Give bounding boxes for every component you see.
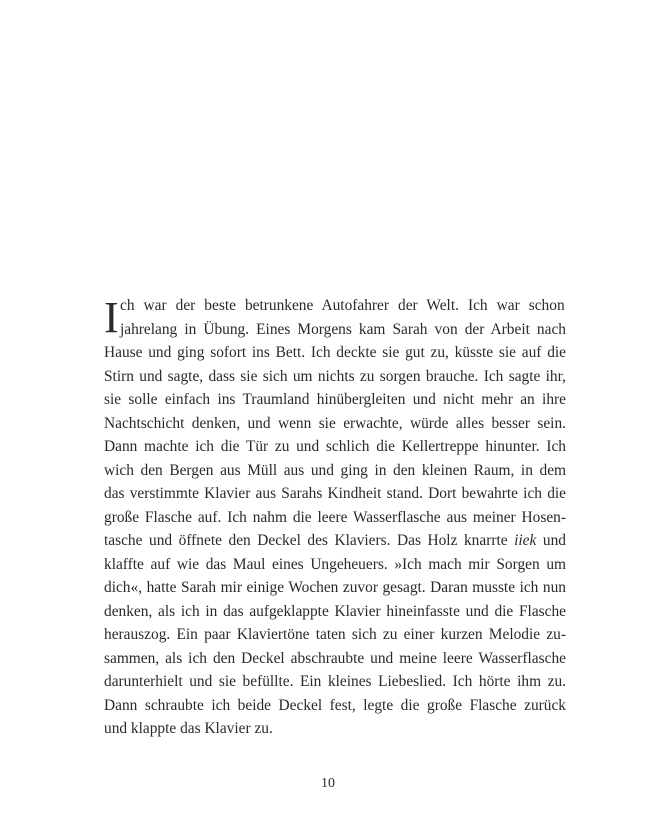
text-line-10: große Flasche auf. Ich nahm die leere Wasserflasche aus meiner Hosen- bbox=[104, 508, 566, 526]
drop-cap: I bbox=[104, 293, 119, 342]
text-line-18: Dann schraubte ich beide Deckel fest, legte die große Flasche zurück bbox=[104, 696, 566, 714]
text-line-16: sammen, als ich den Deckel abschraubte und meine leere Wasserflasche bbox=[104, 649, 566, 667]
text-line-11-content: tasche und öffnete den Deckel des Klaviers. Das Holz knarrte bbox=[104, 532, 508, 549]
onomatopoeia-iiek: iiek bbox=[514, 532, 537, 549]
text-line-11 bbox=[104, 529, 566, 553]
text-line-9: das verstimmte Klavier aus Sarahs Kindheit stand. Dort bewahrte ich die bbox=[104, 485, 566, 502]
text-line-14: denken, als ich in das aufgeklappte Klavier hineinfasste und die Flasche bbox=[104, 602, 566, 620]
text-line-3: Hause und ging sofort ins Bett. Ich deckte sie gut zu, küsste sie auf die bbox=[104, 344, 566, 361]
text-line-13: dich«, hatte Sarah mir einige Wochen zuvor gesagt. Daran musste ich nun bbox=[104, 579, 566, 596]
text-line-2: jahrelang in Übung. Eines Morgens kam Sarah von der Arbeit nach bbox=[120, 320, 566, 338]
text-line-8: wich den Bergen aus Müll aus und ging in den kleinen Raum, in dem bbox=[104, 461, 566, 479]
body-text bbox=[104, 294, 566, 741]
text-line-4: Stirn und sagte, dass sie sich um nichts zu sorgen brauche. Ich sagte ihr, bbox=[104, 367, 566, 385]
text-line-1-content: ch war der beste betrunkene Autofahrer der Welt. Ich war schon bbox=[120, 297, 565, 314]
text-line-6: Nachtschicht denken, und wenn sie erwachte, würde alles besser sein. bbox=[104, 414, 566, 432]
text-line-17: darunterhielt und sie befüllte. Ein kleines Liebeslied. Ich hörte ihm zu. bbox=[104, 673, 566, 690]
text-line-15: herauszog. Ein paar Klaviertöne taten sich zu einer kurzen Melodie zu- bbox=[104, 626, 566, 643]
page-number: 10 bbox=[321, 776, 335, 791]
text-line-5: sie solle einfach ins Traumland hinübergleiten und nicht mehr an ihre bbox=[104, 391, 566, 408]
text-line-7: Dann machte ich die Tür zu und schlich die Kellertreppe hinunter. Ich bbox=[104, 438, 566, 455]
text-line-12: klaffte auf wie das Maul eines Ungeheuers. »Ich mach mir Sorgen um bbox=[104, 555, 566, 573]
text-line-19: und klappte das Klavier zu. bbox=[104, 720, 273, 737]
text-line-11-tail: und bbox=[542, 532, 566, 549]
